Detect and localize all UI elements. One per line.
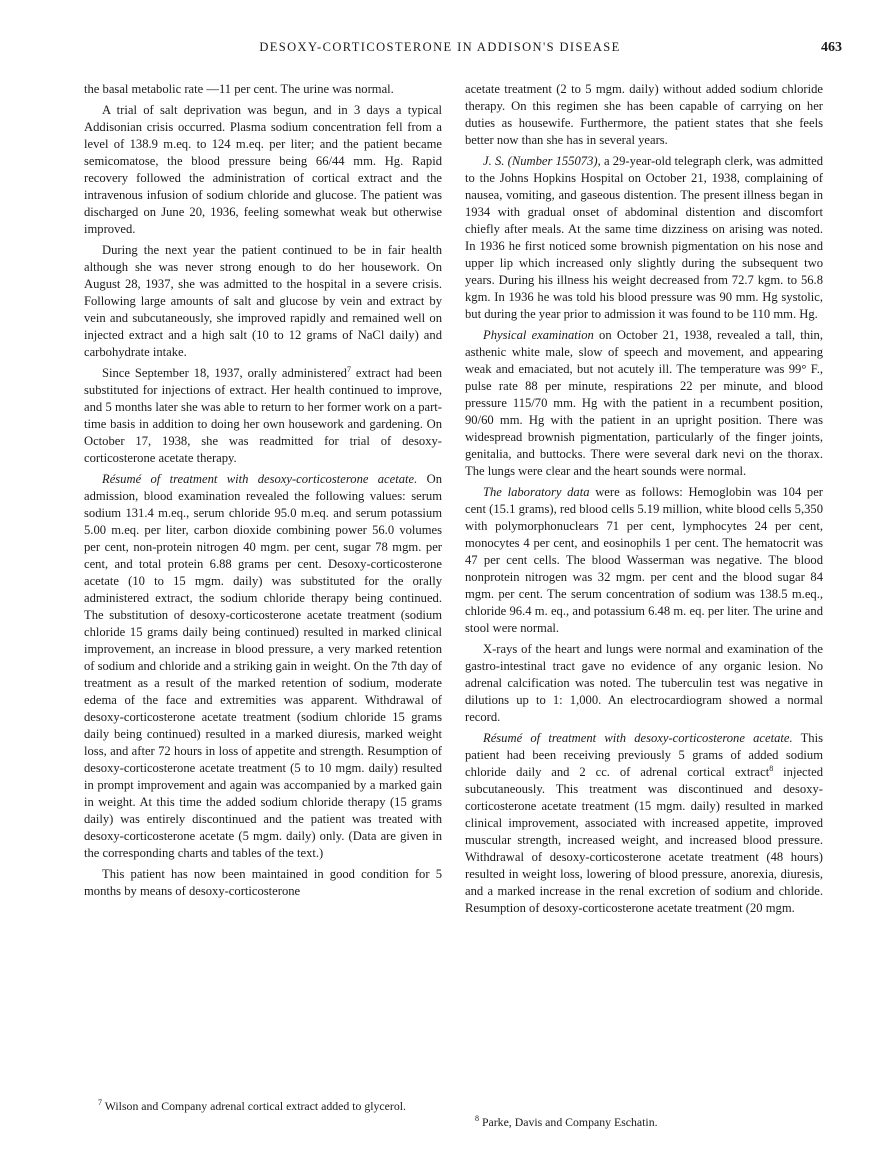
left-column xyxy=(84,81,442,904)
case-heading: J. S. (Number 155073) xyxy=(483,154,598,168)
paragraph-text: were as follows: Hemoglobin was 104 per cent (15.1 grams), red blood cells 5.19 million, white blood cells 5,350 with polymorphonuclears 71 per cent, lymphocytes 24 per cent, monocytes 4 per cent, and eosinophils 1 per cent. The hematocrit was 47 per cent cells. The blood Wasserman was negative. The blood nonprotein nitrogen was 32 mgm. per cent and the blood sugar 84 mgm. per cent. The serum concentration of sodium was 138.5 m.eq., chloride 96.4 m. eq., and potassium 6.48 m. eq. per liter. The urine and stool were normal. xyxy=(465,485,823,635)
paragraph xyxy=(465,484,823,637)
footnote-marker: 7 xyxy=(98,1098,102,1108)
footnote xyxy=(465,1115,823,1130)
running-title: DESOXY-CORTICOSTERONE IN ADDISON'S DISEASE xyxy=(259,40,621,54)
paragraph-text: , a 29-year-old telegraph clerk, was admitted to the Johns Hopkins Hospital on October 21, 1938, complaining of nausea, vomiting, and gaseous distention. The present illness began in 1934 with gradual onset of abdominal distention and discomfort chiefly after meals. At the same time dizziness on arising was noted. In 1936 he first noticed some brownish pigmentation on his nose and upper lip which increased only slightly during the subsequent two years. During his illness his weight decreased from 72.7 kgm. to 56.8 kgm. In 1936 he was told his blood pressure was 90 mm. Hg systolic, but during the year prior to admission it was found to be 110 mm. Hg. xyxy=(465,154,823,321)
paragraph xyxy=(84,365,442,467)
footnote-text: Wilson and Company adrenal cortical extract added to glycerol. xyxy=(102,1099,406,1113)
paragraph xyxy=(465,327,823,480)
paragraph: This patient has now been maintained in good condition for 5 months by means of desoxy-corticosterone xyxy=(84,867,442,898)
paragraph xyxy=(84,471,442,862)
footnote xyxy=(84,1099,442,1114)
paragraph-text: extract had been substituted for injections of extract. Her health continued to improve, and 5 months later she was able to return to her former work on a part-time basis in addition to doing her own housework and gardening. On October 17, 1938, she was readmitted for trial of desoxy-corticosterone acetate therapy. xyxy=(84,366,442,465)
run-in-heading: Résumé of treatment with desoxy-corticosterone acetate. xyxy=(483,731,793,745)
paragraph xyxy=(465,153,823,323)
paragraph-text: This patient had been receiving previously 5 grams of added sodium chloride daily and 2 cc. of adrenal cortical extract xyxy=(465,731,823,779)
footnote-ref: 8 xyxy=(769,763,774,773)
footnote-text: Parke, Davis and Company Eschatin. xyxy=(479,1115,658,1129)
run-in-heading: The laboratory data xyxy=(483,485,590,499)
paragraph xyxy=(465,730,823,917)
paragraph-text: injected subcutaneously. This treatment was discontinued and desoxy-corticosterone acetate treatment (15 mgm. daily) resulted in marked clinical improvement, associated with increased appetite, improved muscular strength, increased weight, and increased blood pressure. Withdrawal of desoxy-corticosterone acetate treatment (48 hours) resulted in weight loss, lowering of blood pressure, anorexia, diuresis, and a marked increase in the renal excretion of sodium and chloride. Resumption of desoxy-corticosterone acetate treatment (20 mgm. xyxy=(465,765,824,915)
paragraph-text: Since September 18, 1937, orally administered xyxy=(102,366,347,380)
paragraph: acetate treatment (2 to 5 mgm. daily) without added sodium chloride therapy. On this regimen she has been capable of carrying on her duties as housewife. Furthermore, the patient states that she feels better now than she has in several years. xyxy=(465,82,823,147)
paragraph: the basal metabolic rate —11 per cent. The urine was normal. xyxy=(84,82,394,96)
paragraph: X-rays of the heart and lungs were normal and examination of the gastro-intestinal tract gave no evidence of any organic lesion. No adrenal calcification was noted. The tuberculin test was negative in dilutions up to 1: 1,000. An electrocardiogram showed a normal record. xyxy=(465,642,823,724)
paragraph: During the next year the patient continued to be in fair health although she was never strong enough to do her housework. On August 28, 1937, she was admitted to the hospital in a severe crisis. Following large amounts of salt and glucose by vein and extract by vein and subcutaneously, she improved rapidly and remained well on injected extract and a high salt (10 to 12 grams of NaCl daily) and carbohydrate intake. xyxy=(84,243,442,359)
paragraph-text: on October 21, 1938, revealed a tall, thin, asthenic white male, slow of speech and movement, and appearing weak and emaciated, but not acutely ill. The temperature was 99° F., pulse rate 88 per minute, respirations 22 per minute, and blood pressure 115/70 mm. Hg with the patient in a recumbent position, 90/60 mm. Hg with the patient in an upright position. There was widespread brownish pigmentation, particularly of the finger joints, genitalia, and buttocks. There were several dark nevi on the thorax. The lungs were clear and the heart sounds were normal. xyxy=(465,328,823,478)
footnote-marker: 8 xyxy=(475,1114,479,1124)
paragraph-text: On admission, blood examination revealed the following values: serum sodium 131.4 m.eq., serum chloride 95.0 m.eq. and serum potassium 5.00 m.eq. per liter, carbon dioxide combining power 56.0 volumes per cent, non-protein nitrogen 40 mgm. per cent, sugar 78 mgm. per cent, and total protein 6.88 grams per cent. Desoxy-corticosterone acetate (10 to 15 mgm. daily) was substituted for the orally administered extract, the sodium chloride therapy being continued. The substitution of desoxy-corticosterone acetate treatment (sodium chloride 15 grams daily being continued) resulted in marked clinical improvement, an increase in blood pressure, a very marked retention of sodium and chloride and a striking gain in weight. On the 7th day of treatment as a result of the marked retention of sodium, moderate edema of the face and extremities was apparent. Withdrawal of desoxy-corticosterone acetate treatment (sodium chloride 15 grams daily being continued) resulted in a marked diuresis, marked weight loss, and after 72 hours in loss of appetite and strength. Resumption of desoxy-corticosterone acetate treatment (5 to 10 mgm. daily) resulted in prompt improvement and again was accompanied by a marked gain in weight. At this time the added sodium chloride therapy (15 grams daily) was entirely discontinued and the patient was treated with desoxy-corticosterone acetate (5 mgm. daily) only. (Data are given in the corresponding charts and tables of the text.) xyxy=(84,472,442,860)
right-column xyxy=(465,81,823,921)
page-number: 463 xyxy=(821,40,842,55)
run-in-heading: Résumé of treatment with desoxy-corticosterone acetate. xyxy=(102,472,418,486)
run-in-heading: Physical examination xyxy=(483,328,594,342)
paragraph: A trial of salt deprivation was begun, and in 3 days a typical Addisonian crisis occurred. Plasma sodium concentration fell from a level of 138.9 m.eq. to 124 m.eq. per liter; and the patient became semicomatose, the blood pressure being 66/44 mm. Hg. Rapid recovery followed the administration of cortical extract and the intravenous infusion of sodium chloride and glucose. The patient was discharged on June 20, 1936, feeling somewhat weak but otherwise improved. xyxy=(84,103,442,236)
footnote-ref: 7 xyxy=(346,364,351,374)
running-head xyxy=(0,40,880,55)
